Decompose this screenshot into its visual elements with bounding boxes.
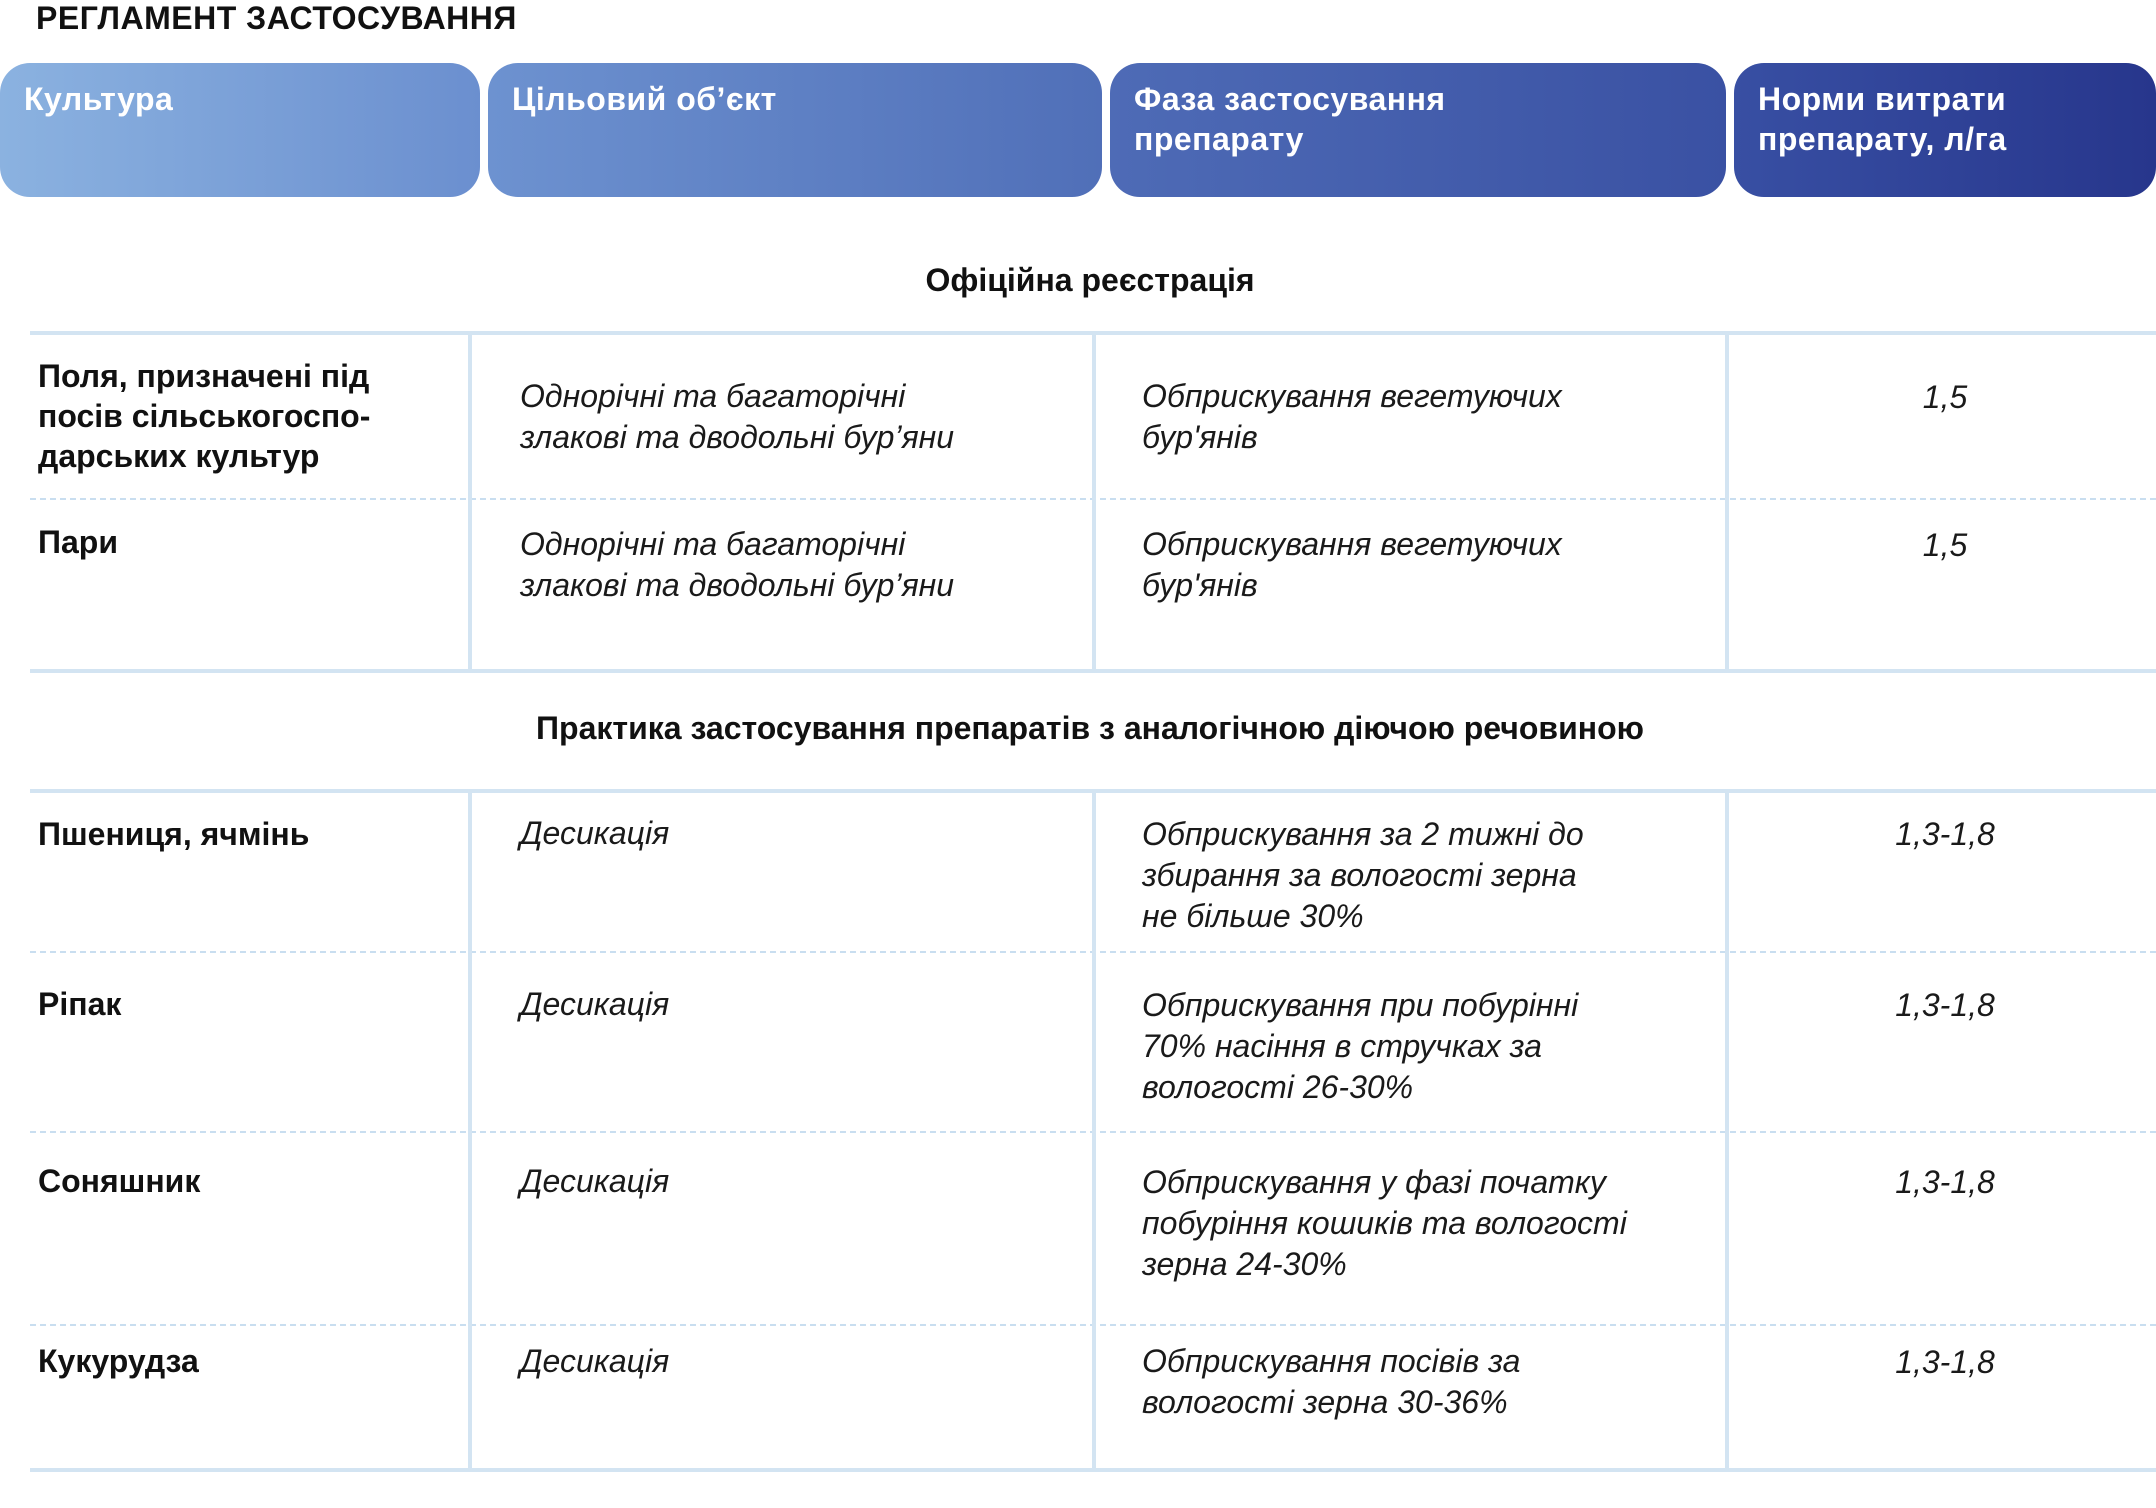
phase-line: вологості 26-30% [1142,1069,1414,1105]
table-row-phase [1142,376,1722,458]
table-row-phase [1142,1341,1722,1423]
table-row-phase [1142,524,1722,606]
column-divider [468,333,472,671]
phase-line: Обприскування у фазі початку [1142,1164,1606,1200]
crop-line: Пари [38,524,119,560]
crop-line: Поля, призначені під [38,358,370,394]
target-line: Десикація [520,986,670,1022]
table-row-target [520,1161,1080,1202]
crop-line: Пшениця, ячмінь [38,816,310,852]
table-row-rate: 1,3-1,8 [1895,987,1995,1023]
table-row-phase [1142,985,1722,1108]
table-row-phase [1142,1162,1722,1285]
page-title: РЕГЛАМЕНТ ЗАСТОСУВАННЯ [36,0,517,36]
phase-line: бур'янів [1142,419,1258,455]
table-row-target [520,376,1080,458]
phase-line: Обприскування посівів за [1142,1343,1521,1379]
phase-line: Обприскування при побурінні [1142,987,1579,1023]
column-divider [468,791,472,1470]
phase-line: не більше 30% [1142,898,1364,934]
phase-line: Обприскування вегетуючих [1142,526,1562,562]
table-row-rate: 1,3-1,8 [1895,1164,1995,1200]
table-row-crop [38,356,438,476]
phase-line: зерна 24-30% [1142,1246,1347,1282]
phase-line: Обприскування за 2 тижні до [1142,816,1584,852]
table-row-target [520,1341,1080,1382]
column-header-rate-line2: препарату, л/га [1758,121,2007,157]
table-row-crop [38,522,438,562]
crop-line: посів сільськогоспо- [38,398,371,434]
table-row-rate: 1,5 [1922,379,1968,415]
table-row-rate: 1,3-1,8 [1895,1344,1995,1380]
target-line: злакові та дводольні бур’яни [520,419,955,455]
table-row-phase [1142,814,1722,937]
column-header-rate [1734,63,2156,197]
target-line: Однорічні та багаторічні [520,378,906,414]
column-header-phase-line2: препарату [1134,121,1304,157]
table-row-target [520,984,1080,1025]
table-row-rate: 1,3-1,8 [1895,816,1995,852]
phase-line: Обприскування вегетуючих [1142,378,1562,414]
target-line: Десикація [520,1163,670,1199]
column-header-rate-line1: Норми витрати [1758,81,2007,117]
table-row-rate: 1,5 [1922,527,1968,563]
table-row-crop [38,1161,438,1201]
column-divider [1725,791,1729,1470]
column-header-phase [1110,63,1726,197]
table-row-crop [38,814,438,854]
column-divider [1092,333,1096,671]
target-line: Десикація [520,1343,670,1379]
column-header-target [488,63,1102,197]
crop-line: Кукурудза [38,1343,199,1379]
column-header-target-label: Цільовий об’єкт [512,81,777,117]
column-header-crop-label: Культура [24,81,174,117]
column-divider [1725,333,1729,671]
section-title-practice: Практика застосування препаратів з аналогічною діючою речовиною [536,710,1644,746]
crop-line: Соняшник [38,1163,201,1199]
column-header-crop [0,63,480,197]
table-row-target [520,813,1080,854]
phase-line: 70% насіння в стручках за [1142,1028,1542,1064]
table-row-crop [38,984,438,1024]
crop-line: дарських культур [38,438,320,474]
target-line: злакові та дводольні бур’яни [520,567,955,603]
phase-line: побуріння кошиків та вологості [1142,1205,1627,1241]
phase-line: вологості зерна 30-36% [1142,1384,1508,1420]
phase-line: збирання за вологості зерна [1142,857,1577,893]
target-line: Десикація [520,815,670,851]
table-row-crop [38,1341,438,1381]
table-row-target [520,524,1080,606]
phase-line: бур'янів [1142,567,1258,603]
target-line: Однорічні та багаторічні [520,526,906,562]
section-title-official: Офіційна реєстрація [925,262,1255,298]
column-divider [1092,791,1096,1470]
crop-line: Ріпак [38,986,122,1022]
column-header-phase-line1: Фаза застосування [1134,81,1446,117]
